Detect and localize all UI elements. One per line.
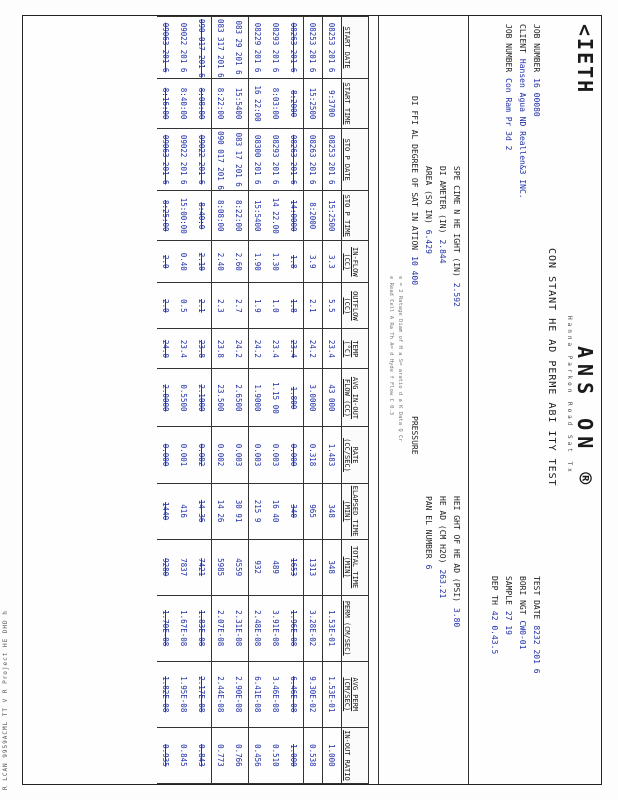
table-cell-stop-time: 15:5400 (249, 191, 268, 241)
table-cell-outflow: 5.5 (323, 283, 342, 329)
table-cell-start-time: 16 22:00 (249, 79, 268, 129)
table-cell-avg-perm: 6.46E-08 (285, 661, 304, 727)
table-cell-stop-time: 14:0000 (285, 191, 304, 241)
table-cell-total: 7421 (193, 539, 212, 595)
table-cell-temp: 23.4 (323, 329, 342, 369)
table-cell-start-date: 090 017 201 6 (193, 17, 212, 79)
table-cell-ratio: 1.000 (323, 727, 342, 783)
table-cell-start-date: 09063 201 6 (157, 17, 175, 79)
table-cell-start-time: 8:08:00 (193, 79, 212, 129)
table-cell-stop-time: 8:2000 (304, 191, 323, 241)
table-cell-start-time: 8:2000 (285, 79, 304, 129)
table-cell-temp: 24.2 (304, 329, 323, 369)
table-cell-stop-date: 08263 201 6 (285, 129, 304, 191)
table-cell-outflow: 0.5 (175, 283, 193, 329)
column-header: AVG PERM (CM/SEC) (342, 661, 369, 727)
permeability-test-sheet (22, 15, 602, 785)
table-row (249, 17, 268, 784)
table-cell-start-date: 083 317 201 6 (212, 17, 231, 79)
table-cell-start-date: 08293 201 6 (267, 17, 285, 79)
company-name: ANS ON ® (573, 346, 597, 491)
table-cell-perm: 3.91E-08 (267, 595, 285, 661)
table-cell-stop-date: 09022 201 6 (175, 129, 193, 191)
table-cell-avg-flow: 1.15 00 (267, 369, 285, 427)
table-cell-stop-date: 08293 201 6 (267, 129, 285, 191)
table-cell-rate: 0.003 (267, 427, 285, 483)
table-cell-elapsed: 965 (304, 483, 323, 539)
table-cell-start-time: 9:3700 (323, 79, 342, 129)
specimen-diameter-field: DI AMETER (IN)2.844 (438, 166, 447, 264)
sample-field: SAMPLE27 19 (504, 576, 513, 635)
table-cell-inflow: 3.3 (323, 241, 342, 283)
table-cell-avg-perm: 9.30E-02 (304, 661, 323, 727)
head-height-field: HEI GHT OF HE AD (PSI)3.80 (452, 496, 461, 628)
table-cell-total: 348 (323, 539, 342, 595)
table-cell-start-time: 8:40:00 (175, 79, 193, 129)
divider (468, 16, 469, 784)
table-cell-perm: 1.96E-08 (285, 595, 304, 661)
table-cell-start-date: 09022 201 6 (175, 17, 193, 79)
client-field: CLIENTHansen Agua ND Reallen&3 INC. (518, 24, 527, 199)
table-cell-stop-date: 09022 201 6 (193, 129, 212, 191)
column-header: IN-OUT RATIO (342, 727, 369, 783)
table-cell-elapsed: 14 36 (193, 483, 212, 539)
table-cell-avg-perm: 2.90E-08 (230, 661, 249, 727)
job-name-field: JOB NUMBERCon Ram Pr 3d 2 (504, 24, 513, 151)
company-address: Hanna Parkon Road Sat Tx (566, 316, 573, 475)
table-cell-stop-time: 15:2500 (323, 191, 342, 241)
pressure-label: PRESSURE (410, 416, 419, 455)
table-cell-inflow: 1.8 (285, 241, 304, 283)
column-header: PERM (CM/SEC) (342, 595, 369, 661)
table-cell-inflow: 2.40 (212, 241, 231, 283)
table-row (157, 17, 175, 784)
table-cell-stop-date: 08300 201 6 (249, 129, 268, 191)
table-row (323, 17, 342, 784)
table-cell-total: 5985 (212, 539, 231, 595)
divider (378, 16, 379, 784)
table-cell-outflow: 1.8 (285, 283, 304, 329)
head-cm-field: HE AD (CM H2O)263.21 (438, 496, 447, 599)
table-cell-start-time: 8:22:00 (212, 79, 231, 129)
table-cell-avg-flow: 2.1000 (193, 369, 212, 427)
table-cell-start-time: 8:03:00 (267, 79, 285, 129)
table-header-row (342, 17, 369, 784)
table-cell-total: 932 (249, 539, 268, 595)
table-cell-perm: 1.53E-01 (323, 595, 342, 661)
table-cell-perm: 1.83E-08 (193, 595, 212, 661)
table-cell-inflow: 2.0 (157, 241, 175, 283)
table-cell-elapsed: 215 9 (249, 483, 268, 539)
table-cell-perm: 1.70E-08 (157, 595, 175, 661)
table-cell-ratio: 0.766 (230, 727, 249, 783)
table-cell-avg-flow: 1.9000 (249, 369, 268, 427)
table-cell-temp: 24.0 (157, 329, 175, 369)
table-cell-elapsed: 416 (175, 483, 193, 539)
table-cell-total: 1313 (304, 539, 323, 595)
table-cell-ratio: 0.456 (249, 727, 268, 783)
table-cell-start-time: 15:5400 (230, 79, 249, 129)
table-cell-stop-date: 08263 201 6 (304, 129, 323, 191)
table-row (230, 17, 249, 784)
report-header (469, 16, 601, 784)
table-cell-rate: 0.000 (285, 427, 304, 483)
table-cell-ratio: 0.538 (304, 727, 323, 783)
specimen-area-field: AREA (SQ IN)6.429 (424, 166, 433, 254)
table-cell-stop-time: 14 22.00 (267, 191, 285, 241)
table-row (304, 17, 323, 784)
table-cell-perm: 2.48E-08 (249, 595, 268, 661)
table-cell-rate: 0.002 (193, 427, 212, 483)
table-cell-avg-flow: 1.800 (285, 369, 304, 427)
table-cell-temp: 24.2 (230, 329, 249, 369)
table-cell-outflow: 2.1 (193, 283, 212, 329)
table-cell-inflow: 2.10 (193, 241, 212, 283)
table-cell-stop-time: 8:40:0 (193, 191, 212, 241)
table-cell-outflow: 2.3 (212, 283, 231, 329)
table-cell-avg-perm: 1.95E-08 (175, 661, 193, 727)
table-cell-temp: 24.2 (249, 329, 268, 369)
table-cell-ratio: 0.935 (157, 727, 175, 783)
table-cell-stop-date: 090 017 201 6 (212, 129, 231, 191)
table-cell-temp: 23.4 (267, 329, 285, 369)
table-cell-start-time: 8:16:00 (157, 79, 175, 129)
column-header: OUTFLOW (CC) (342, 283, 369, 329)
table-cell-inflow: 3.9 (304, 241, 323, 283)
table-cell-inflow: 1.30 (267, 241, 285, 283)
table-cell-ratio: 0.843 (193, 727, 212, 783)
table-cell-avg-perm: 3.46E-08 (267, 661, 285, 727)
saturation-field: DI FFI AL DEGREE OF SAT IN ATION10 400 (410, 96, 419, 286)
table-cell-avg-perm: 1.53E-01 (323, 661, 342, 727)
table-cell-avg-perm: 1.82E-08 (157, 661, 175, 727)
table-cell-perm: 2.31E-08 (230, 595, 249, 661)
table-cell-rate: 1.483 (323, 427, 342, 483)
table-cell-avg-flow: 2.6500 (230, 369, 249, 427)
table-cell-ratio: 0.510 (267, 727, 285, 783)
table-cell-total: 7837 (175, 539, 193, 595)
table-row (175, 17, 193, 784)
specimen-height-field: SPE CIME N HE IGHT (IN)2.592 (452, 166, 461, 307)
column-header: AVG IN-OUT FLOW (CC) (342, 369, 369, 427)
table-cell-total: 489 (267, 539, 285, 595)
test-date-field: TEST DATE8232 201 6 (532, 576, 541, 674)
column-header: START DATE (342, 17, 369, 79)
table-cell-avg-perm: 2.44E-08 (212, 661, 231, 727)
table-cell-avg-perm: 2.17E-08 (193, 661, 212, 727)
table-cell-elapsed: 30 91 (230, 483, 249, 539)
table-cell-outflow: 1.0 (267, 283, 285, 329)
table-cell-stop-time: 15:00:00 (175, 191, 193, 241)
table-cell-rate: 0.318 (304, 427, 323, 483)
table-cell-start-date: 08253 201 6 (323, 17, 342, 79)
table-cell-perm: 1.67E-08 (175, 595, 193, 661)
table-cell-perm: 3.28E-02 (304, 595, 323, 661)
table-cell-avg-flow: 0.5500 (175, 369, 193, 427)
table-cell-ratio: 0.773 (212, 727, 231, 783)
column-header: START TIME (342, 79, 369, 129)
table-cell-elapsed: 16 40 (267, 483, 285, 539)
table-row (267, 17, 285, 784)
formula-note: e = 2 Ratage Diam of H a S= aratio d a K Data Q Cr (397, 276, 403, 442)
readings-table (157, 16, 369, 784)
formula-note: e Read Cell A Ra Th A= d Hyde f Flow C 0.3 (388, 276, 394, 416)
page-footer: R LCAN 9959ACML TT V R Project HE DHD h (2, 610, 9, 790)
column-header: ELAPSED TIME (MIN) (342, 483, 369, 539)
table-cell-outflow: 2.0 (157, 283, 175, 329)
table-cell-elapsed: 1440 (157, 483, 175, 539)
depth-field: DEP TH42 0.43.5 (490, 576, 499, 655)
boring-field: BORI NGTCW0-01 (518, 576, 527, 650)
table-row (212, 17, 231, 784)
table-cell-inflow: 2.60 (230, 241, 249, 283)
column-header: TEMP (°C) (342, 329, 369, 369)
column-header: RATE (CC/SEC) (342, 427, 369, 483)
table-cell-stop-date: 083 17 201 6 (230, 129, 249, 191)
table-cell-perm: 2.07E-08 (212, 595, 231, 661)
table-cell-outflow: 2.1 (304, 283, 323, 329)
table-cell-ratio: 1.000 (285, 727, 304, 783)
panel-number-field: PAN EL NUMBER6 (424, 496, 433, 570)
company-logo: <IETH (573, 24, 597, 95)
table-cell-stop-date: 08253 201 6 (323, 129, 342, 191)
table-cell-rate: 0.002 (212, 427, 231, 483)
table-cell-stop-date: 09063 201 6 (157, 129, 175, 191)
table-cell-avg-perm: 6.41E-08 (249, 661, 268, 727)
table-cell-total: 4559 (230, 539, 249, 595)
table-cell-elapsed: 340 (285, 483, 304, 539)
table-cell-stop-time: 8:25:00 (157, 191, 175, 241)
table-cell-start-date: 08229 201 6 (249, 17, 268, 79)
table-cell-elapsed: 348 (323, 483, 342, 539)
table-cell-stop-time: 8:08:00 (212, 191, 231, 241)
table-body (157, 17, 342, 784)
table-cell-outflow: 2.7 (230, 283, 249, 329)
table-row (285, 17, 304, 784)
job-number-field: JOB NUMBER16 00080 (532, 24, 541, 117)
table-cell-inflow: 1.90 (249, 241, 268, 283)
table-cell-total: 9280 (157, 539, 175, 595)
table-cell-avg-flow: 23.500 (212, 369, 231, 427)
report-title: CON STANT HE AD PERME ABI ITY TEST (546, 248, 557, 487)
table-cell-temp: 23.4 (175, 329, 193, 369)
table-row (193, 17, 212, 784)
table-cell-total: 1653 (285, 539, 304, 595)
table-cell-rate: 0.003 (249, 427, 268, 483)
table-cell-start-time: 15:2500 (304, 79, 323, 129)
table-cell-elapsed: 14 26 (212, 483, 231, 539)
table-cell-avg-flow: 2.0000 (157, 369, 175, 427)
table-cell-rate: 0.003 (230, 427, 249, 483)
column-header: STO P DATE (342, 129, 369, 191)
table-cell-start-date: 08253 201 6 (304, 17, 323, 79)
table-cell-rate: 0.000 (157, 427, 175, 483)
table-cell-ratio: 0.845 (175, 727, 193, 783)
table-cell-avg-flow: 43 000 (323, 369, 342, 427)
table-cell-rate: 0.001 (175, 427, 193, 483)
table-cell-temp: 23.4 (285, 329, 304, 369)
table-cell-stop-time: 8:22:00 (230, 191, 249, 241)
table-cell-start-date: 08263 201 6 (285, 17, 304, 79)
table-cell-outflow: 1.9 (249, 283, 268, 329)
column-header: IN-FLOW (CC) (342, 241, 369, 283)
table-cell-temp: 23.8 (212, 329, 231, 369)
column-header: TOTAL TIME (MIN) (342, 539, 369, 595)
table-cell-start-date: 083 29 201 6 (230, 17, 249, 79)
table-cell-temp: 23.8 (193, 329, 212, 369)
table-cell-inflow: 0.40 (175, 241, 193, 283)
column-header: STO P TIME (342, 191, 369, 241)
table-cell-avg-flow: 3.0000 (304, 369, 323, 427)
